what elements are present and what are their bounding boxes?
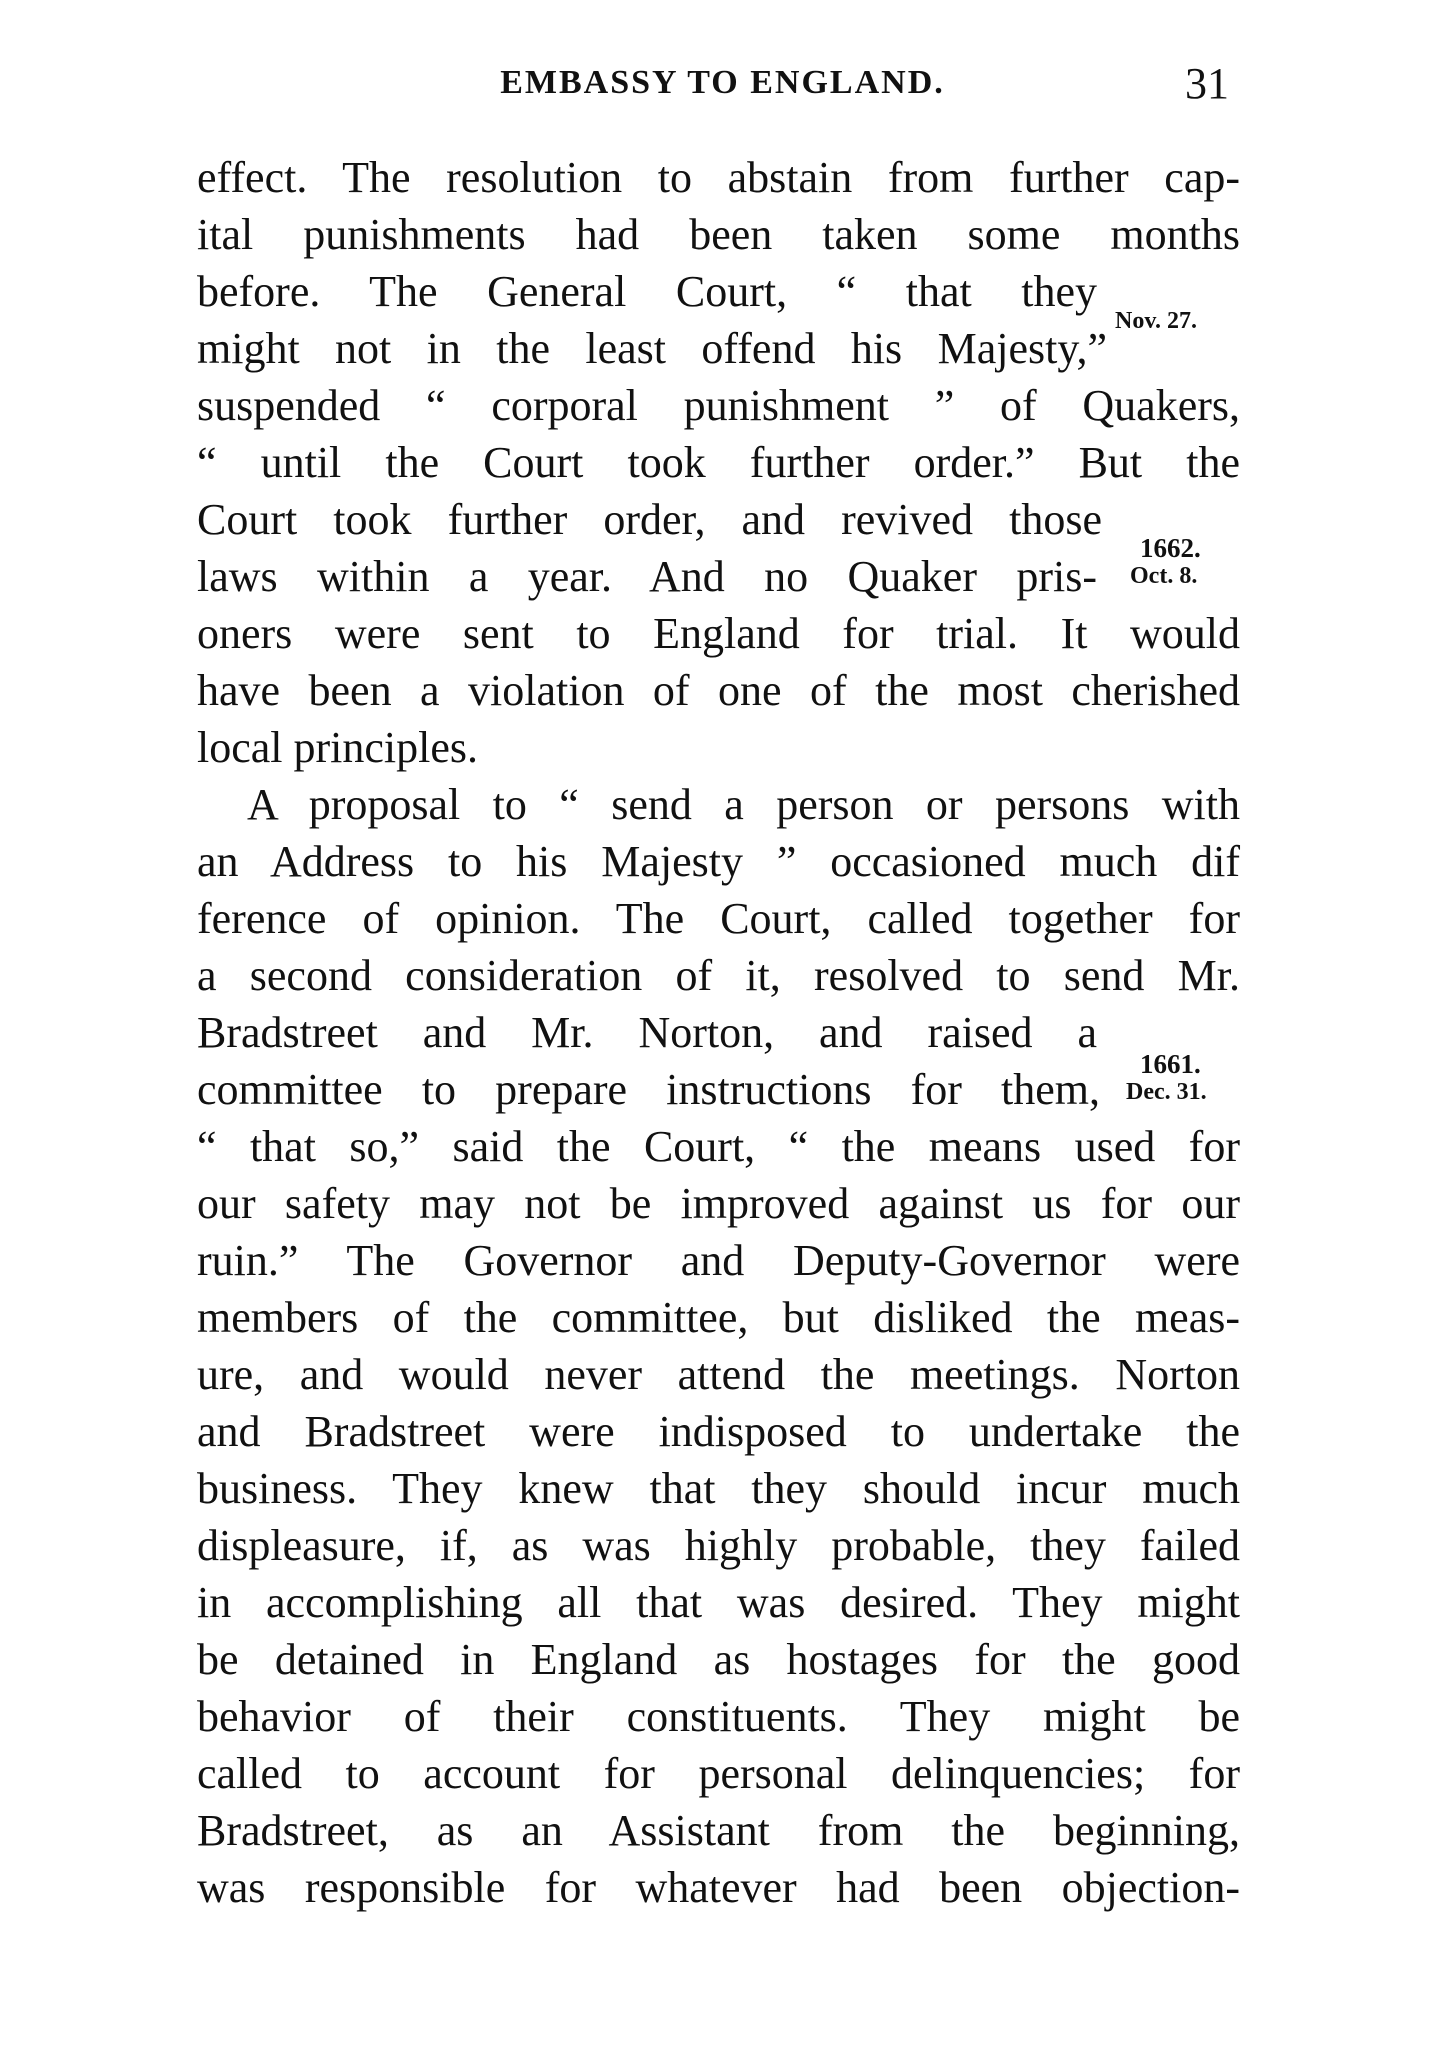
text-line-21: members of the committee, but disliked the meas- [197, 1293, 1240, 1342]
text-line-3: before. The General Court, “ that they [197, 267, 1097, 316]
text-line-26: in accomplishing all that was desired. They might [197, 1578, 1240, 1627]
text-line-29: called to account for personal delinquencies; for [197, 1749, 1240, 1798]
margin-note-date: Oct. 8. [1130, 563, 1198, 589]
text-line-22: ure, and would never attend the meetings. Norton [197, 1350, 1240, 1399]
text-line-1: effect. The resolution to abstain from further cap- [197, 153, 1240, 202]
page-number: 31 [1185, 59, 1229, 108]
text-line-12: A proposal to “ send a person or persons with [247, 780, 1240, 829]
text-line-28: behavior of their constituents. They might be [197, 1692, 1240, 1741]
text-line-17: committee to prepare instructions for them, [197, 1065, 1100, 1114]
text-line-19: our safety may not be improved against us for our [197, 1179, 1240, 1228]
text-line-2: ital punishments had been taken some months [197, 210, 1240, 259]
margin-note-date: Dec. 31. [1126, 1079, 1207, 1105]
running-header: EMBASSY TO ENGLAND. [500, 64, 945, 101]
text-line-20: ruin.” The Governor and Deputy-Governor were [197, 1236, 1240, 1285]
text-line-16: Bradstreet and Mr. Norton, and raised a [197, 1008, 1097, 1057]
text-line-8: laws within a year. And no Quaker pris- [197, 552, 1097, 601]
text-line-10: have been a violation of one of the most cherished [197, 666, 1240, 715]
text-line-15: a second consideration of it, resolved to send Mr. [197, 951, 1240, 1000]
text-line-4: might not in the least offend his Majesty,” [197, 324, 1107, 373]
text-line-31: was responsible for whatever had been objection- [197, 1863, 1240, 1912]
text-line-30: Bradstreet, as an Assistant from the beginning, [197, 1806, 1240, 1855]
text-line-23: and Bradstreet were indisposed to undertake the [197, 1407, 1240, 1456]
text-line-24: business. They knew that they should incur much [197, 1464, 1240, 1513]
text-line-11: local principles. [197, 723, 479, 772]
margin-note-date: Nov. 27. [1115, 308, 1198, 334]
text-line-18: “ that so,” said the Court, “ the means used for [197, 1122, 1240, 1171]
text-line-5: suspended “ corporal punishment ” of Quakers, [197, 381, 1240, 430]
text-line-25: displeasure, if, as was highly probable, they failed [197, 1521, 1240, 1570]
text-line-7: Court took further order, and revived those [197, 495, 1102, 544]
margin-note-year: 1661. [1140, 1049, 1201, 1079]
text-line-9: oners were sent to England for trial. It would [197, 609, 1240, 658]
margin-note-year: 1662. [1140, 533, 1201, 563]
text-line-14: ference of opinion. The Court, called together for [197, 894, 1240, 943]
text-line-6: “ until the Court took further order.” But the [197, 438, 1240, 487]
text-line-27: be detained in England as hostages for the good [197, 1635, 1240, 1684]
text-line-13: an Address to his Majesty ” occasioned much dif [197, 837, 1240, 886]
